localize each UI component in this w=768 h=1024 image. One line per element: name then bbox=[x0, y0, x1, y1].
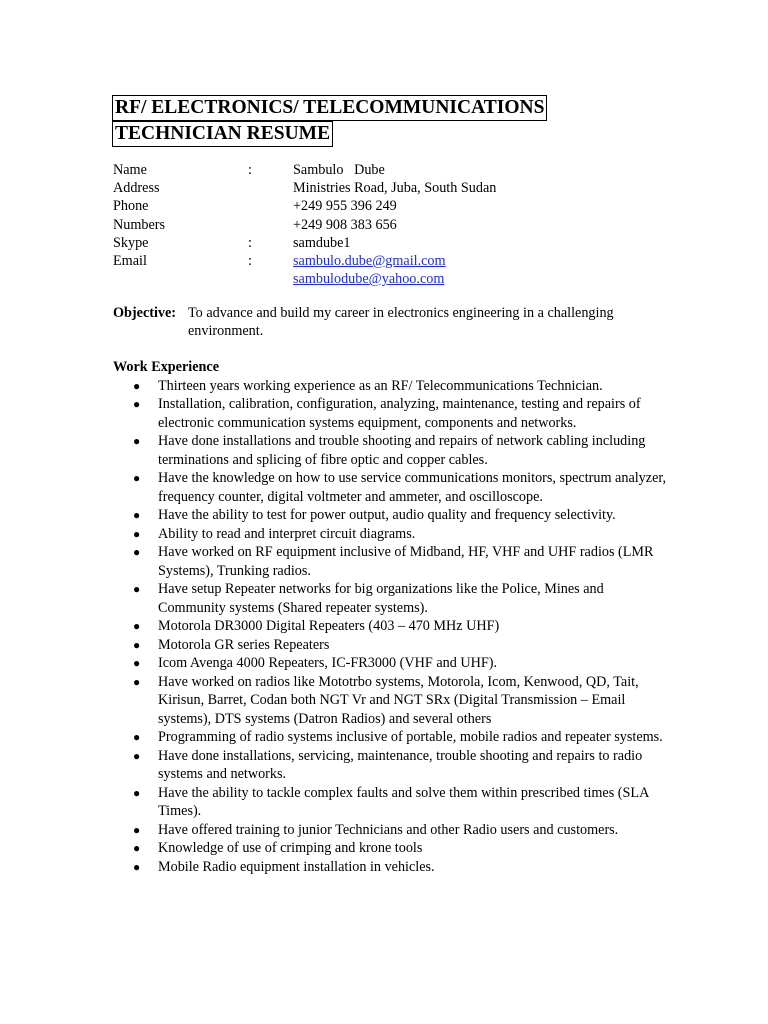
skype-label: Skype bbox=[113, 234, 149, 251]
list-item bbox=[113, 858, 673, 877]
skype-value: samdube1 bbox=[293, 234, 351, 251]
bullet-icon: ● bbox=[133, 526, 141, 541]
bullet-icon: ● bbox=[133, 545, 141, 559]
list-item-text: Programming of radio systems inclusive of portable, mobile radios and repeater systems. bbox=[158, 729, 663, 745]
list-item-text: Have the ability to tackle complex faults and solve them within prescribed times (SLA Times). bbox=[158, 784, 649, 819]
bullet-icon: ● bbox=[133, 674, 141, 689]
skype-colon: : bbox=[248, 234, 252, 251]
bullet-icon: ● bbox=[133, 822, 141, 837]
bullet-icon: ● bbox=[133, 785, 141, 800]
bullet-icon: ● bbox=[133, 859, 141, 874]
list-item-text: Motorola DR3000 Digital Repeaters (403 – 470 MHz UHF) bbox=[158, 618, 500, 634]
list-item bbox=[113, 636, 673, 655]
work-experience-heading: Work Experience bbox=[113, 359, 219, 375]
list-item bbox=[113, 673, 673, 729]
list-item bbox=[113, 580, 673, 617]
list-item-text: Ability to read and interpret circuit diagrams. bbox=[158, 525, 416, 542]
resume-title bbox=[112, 95, 547, 147]
title-line-2: TECHNICIAN RESUME bbox=[112, 121, 333, 147]
title-line-1: RF/ ELECTRONICS/ TELECOMMUNICATIONS bbox=[112, 95, 547, 121]
list-item-text: Have setup Repeater networks for big organizations like the Police, Mines and Community systems (Shared repeater systems). bbox=[158, 581, 604, 616]
list-item bbox=[113, 395, 673, 432]
list-item bbox=[113, 469, 673, 506]
list-item-text: Have the knowledge on how to use service communications monitors, spectrum analyzer, frequency counter, digital voltmeter and ammeter, and oscilloscope. bbox=[158, 470, 667, 505]
list-item-text: Mobile Radio equipment installation in vehicles. bbox=[158, 858, 435, 875]
list-item bbox=[113, 821, 673, 840]
bullet-icon: ● bbox=[133, 508, 141, 522]
email-link-yahoo[interactable]: sambulodube@yahoo.com bbox=[293, 271, 445, 288]
phone-label: Phone Numbers bbox=[113, 198, 166, 233]
phone-1: +249 955 396 249 bbox=[293, 198, 397, 215]
bullet-icon: ● bbox=[133, 619, 141, 633]
name-colon: : bbox=[248, 162, 252, 178]
work-experience-section bbox=[113, 358, 673, 876]
list-item-text: Have worked on radios like Mototrbo systems, Motorola, Icom, Kenwood, QD, Tait, Kirisun, Barret, Codan both NGT Vr and NGT SRx (Digital Transmission – Email systems), DTS systems (Datron Radios) and several others bbox=[158, 673, 639, 727]
email-label: Email bbox=[113, 252, 147, 269]
work-experience-list bbox=[113, 377, 673, 877]
list-item-text: Have the ability to test for power output, audio quality and frequency selectivity. bbox=[158, 507, 616, 523]
list-item-text: Installation, calibration, configuration, analyzing, maintenance, testing and repairs of electronic communication systems equipment, components and networks. bbox=[158, 396, 641, 431]
email-link-gmail[interactable]: sambulo.dube@gmail.com bbox=[293, 252, 446, 269]
list-item-text: Motorola GR series Repeaters bbox=[158, 636, 330, 653]
objective-section bbox=[113, 304, 673, 340]
objective-text-1: To advance and build my career in electronics engineering in a challenging bbox=[188, 305, 614, 321]
bullet-icon: ● bbox=[133, 471, 141, 485]
name-label: Name bbox=[113, 162, 147, 178]
email-colon: : bbox=[248, 252, 252, 269]
bullet-icon: ● bbox=[133, 730, 141, 744]
bullet-icon: ● bbox=[133, 637, 141, 652]
bullet-icon: ● bbox=[133, 748, 141, 763]
list-item bbox=[113, 543, 673, 580]
list-item-text: Have done installations and trouble shooting and repairs of network cabling including terminations and splicing of fibre optic and copper cables. bbox=[158, 433, 646, 468]
list-item bbox=[113, 506, 673, 525]
bullet-icon: ● bbox=[133, 582, 141, 596]
address-value: Ministries Road, Juba, South Sudan bbox=[293, 180, 497, 197]
bullet-icon: ● bbox=[133, 841, 141, 855]
list-item-text: Thirteen years working experience as an RF/ Telecommunications Technician. bbox=[158, 377, 603, 394]
bullet-icon: ● bbox=[133, 397, 141, 411]
list-item bbox=[113, 525, 673, 544]
list-item-text: Have done installations, servicing, maintenance, trouble shooting and repairs to radio systems and networks. bbox=[158, 747, 643, 782]
phone-2: +249 908 383 656 bbox=[293, 216, 397, 233]
bullet-icon: ● bbox=[133, 378, 141, 393]
list-item bbox=[113, 654, 673, 673]
bullet-icon: ● bbox=[133, 656, 141, 670]
bullet-icon: ● bbox=[133, 434, 141, 448]
list-item-text: Have offered training to junior Technicians and other Radio users and customers. bbox=[158, 821, 619, 838]
list-item bbox=[113, 728, 673, 747]
list-item-text: Have worked on RF equipment inclusive of Midband, HF, VHF and UHF radios (LMR Systems), Trunking radios. bbox=[158, 544, 654, 579]
objective-label: Objective: bbox=[113, 305, 177, 321]
name-value: Sambulo Dube bbox=[293, 162, 385, 178]
list-item bbox=[113, 839, 673, 858]
list-item bbox=[113, 747, 673, 784]
list-item bbox=[113, 432, 673, 469]
list-item bbox=[113, 617, 673, 636]
list-item bbox=[113, 377, 673, 396]
address-label: Address bbox=[113, 180, 160, 197]
list-item-text: Icom Avenga 4000 Repeaters, IC-FR3000 (VHF and UHF). bbox=[158, 655, 498, 671]
objective-text-2: environment. bbox=[188, 323, 264, 340]
list-item bbox=[113, 784, 673, 821]
list-item-text: Knowledge of use of crimping and krone tools bbox=[158, 840, 423, 856]
